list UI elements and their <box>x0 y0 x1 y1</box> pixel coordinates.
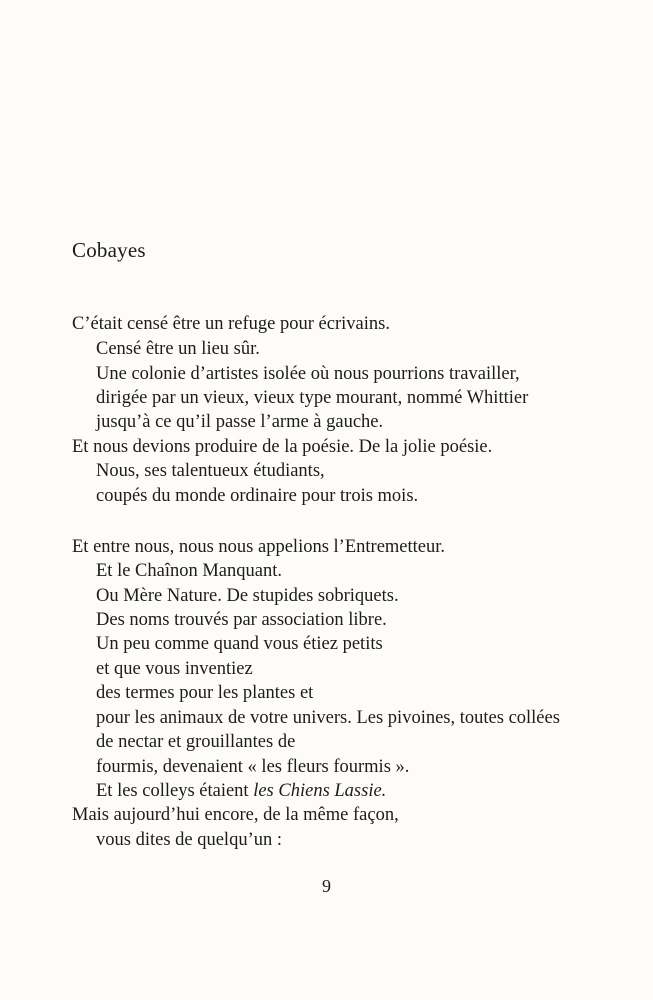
poem-line: Nous, ses talentueux étudiants, <box>96 461 325 481</box>
poem-line: Et entre nous, nous nous appelions l’Entremetteur. <box>72 537 446 557</box>
poem-line: C’était censé être un refuge pour écrivains. <box>72 314 390 334</box>
page-number: 9 <box>322 876 331 896</box>
poem-line: de nectar et grouillantes de <box>96 732 296 752</box>
poem-line: jusqu’à ce qu’il passe l’arme à gauche. <box>96 412 384 432</box>
poem-line: coupés du monde ordinaire pour trois mois. <box>96 486 419 506</box>
poem-line: des termes pour les plantes et <box>96 683 314 703</box>
poem-line: Une colonie d’artistes isolée où nous pourrions travailler, <box>96 364 520 384</box>
poem-line-emphasis: les Chiens Lassie. <box>253 781 387 801</box>
poem-line: Ou Mère Nature. De stupides sobriquets. <box>96 586 399 606</box>
poem-line: Mais aujourd’hui encore, de la même façon, <box>72 805 399 825</box>
poem-line-text: Et les colleys étaient <box>96 781 254 801</box>
poem-line: Et nous devions produire de la poésie. De la jolie poésie. <box>72 437 493 457</box>
poem-line: pour les animaux de votre univers. Les pivoines, toutes collées <box>96 708 560 728</box>
poem-line: et que vous inventiez <box>96 659 253 679</box>
poem-line <box>96 779 386 803</box>
poem-line: Et le Chaînon Manquant. <box>96 561 282 581</box>
poem-title: Cobayes <box>72 238 146 262</box>
poem-line: fourmis, devenaient « les fleurs fourmis ». <box>96 757 410 777</box>
poem-line: Censé être un lieu sûr. <box>96 339 260 359</box>
poem-line: Un peu comme quand vous étiez petits <box>96 634 383 654</box>
poem-line: Des noms trouvés par association libre. <box>96 610 387 630</box>
poem-line: dirigée par un vieux, vieux type mourant, nommé Whittier <box>96 388 529 408</box>
poem-line: vous dites de quelqu’un : <box>96 830 283 850</box>
